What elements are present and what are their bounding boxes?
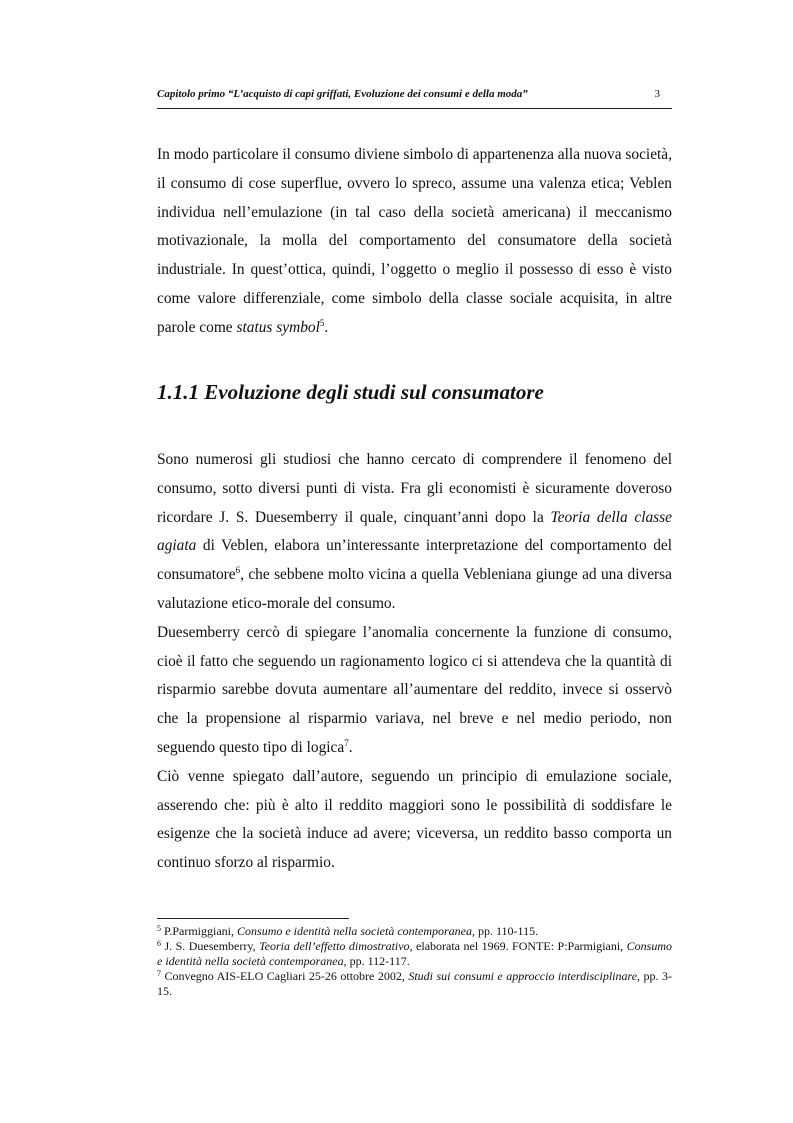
- section-body: [157, 446, 672, 878]
- footnote-text: , pp. 3-15.: [157, 969, 673, 998]
- footnote-7: [157, 969, 672, 999]
- footnote-text: Convegno AIS-ELO Cagliari 25-26 ottobre 2002,: [161, 969, 409, 983]
- para2-text-c: , che sebbene molto vicina a quella Vebleniana giunge ad una diversa valutazione etico-morale del consumo.: [157, 566, 672, 612]
- paragraph-emulazione: Ciò venne spiegato dall’autore, seguendo un principio di emulazione sociale, asserendo che: più è alto il reddito maggiori sono le possibilità di soddisfare le esigenze che la società induce ad avere; viceversa, un reddito basso comporta un continuo sforzo al risparmio.: [157, 767, 672, 872]
- footnote-title: Studi sui consumi e approccio interdisciplinare: [408, 969, 638, 983]
- footnote-6: [157, 939, 672, 969]
- para3-end: .: [348, 738, 353, 756]
- footnote-text: , elaborata nel 1969. FONTE: P:Parmigiani,: [409, 939, 627, 953]
- footnote-number: 6: [157, 939, 161, 948]
- footnote-title: Consumo e identità nella società contemporanea: [157, 939, 672, 968]
- para3-text: Duesemberry cercò di spiegare l’anomalia concernente la funzione di consumo, cioè il fatto che seguendo un ragionamento logico ci si attendeva che la quantità di risparmio sarebbe dovuta aumentare all’aumentare del reddito, invece si osservò che la propensione al risparmio variava, nel breve e nel medio periodo, non seguendo questo tipo di logica: [157, 623, 672, 756]
- header-title: Capitolo primo “L’acquisto di capi griffati, Evoluzione dei consumi e della moda”: [157, 88, 528, 100]
- para2-italic: Teoria della classe agiata: [157, 508, 672, 555]
- footnote-5: [157, 924, 672, 939]
- page-number: 3: [654, 88, 660, 100]
- para1-italic: status symbol: [236, 318, 320, 336]
- footnote-divider: [157, 918, 349, 919]
- section-heading: 1.1.1 Evoluzione degli studi sul consumatore: [157, 380, 544, 404]
- footnote-title: Teoria dell’effetto dimostrativo: [259, 939, 410, 953]
- footnote-text: J. S. Duesemberry,: [161, 939, 260, 953]
- footnotes: [157, 924, 672, 999]
- footnote-ref-7[interactable]: 7: [344, 737, 349, 748]
- footnote-ref-6[interactable]: 6: [235, 565, 241, 576]
- footnote-title: Consumo e identità nella società contemporanea: [237, 924, 472, 938]
- para1-text: In modo particolare il consumo diviene simbolo di appartenenza alla nuova società, il consumo di cose superflue, ovvero lo spreco, assume una valenza etica; Veblen individua nell’emulazione (in tal caso della società americana) il meccanismo motivazionale, la molla del comportamento del consumatore della società industriale. In quest’ottica, quindi, l’oggetto o meglio il possesso di esso è visto come valore differenziale, come simbolo della classe sociale acquisita, in altre parole come: [157, 146, 672, 336]
- footnote-number: 7: [157, 969, 161, 978]
- footnote-number: 5: [157, 924, 161, 933]
- footnote-ref-5[interactable]: 5: [319, 317, 325, 328]
- running-header: [157, 88, 672, 109]
- para2-text-b: di Veblen, elabora un’interessante interpretazione del comportamento del consumatore: [157, 537, 672, 584]
- footnote-text: , pp. 110-115.: [471, 924, 539, 938]
- footnote-text: , pp. 112-117.: [343, 954, 410, 968]
- para1-end: .: [324, 318, 329, 336]
- para2-text-a: Sono numerosi gli studiosi che hanno cercato di comprendere il fenomeno del consumo, sotto diversi punti di vista. Fra gli economisti è sicuramente doveroso ricordare J. S. Duesemberry il quale, cinquant’anni dopo la: [157, 451, 672, 526]
- footnote-text: P.Parmiggiani,: [161, 924, 238, 938]
- paragraph-anomalia: [157, 619, 672, 763]
- paragraph-intro: [157, 141, 672, 343]
- paragraph-duesemberry: [157, 446, 672, 619]
